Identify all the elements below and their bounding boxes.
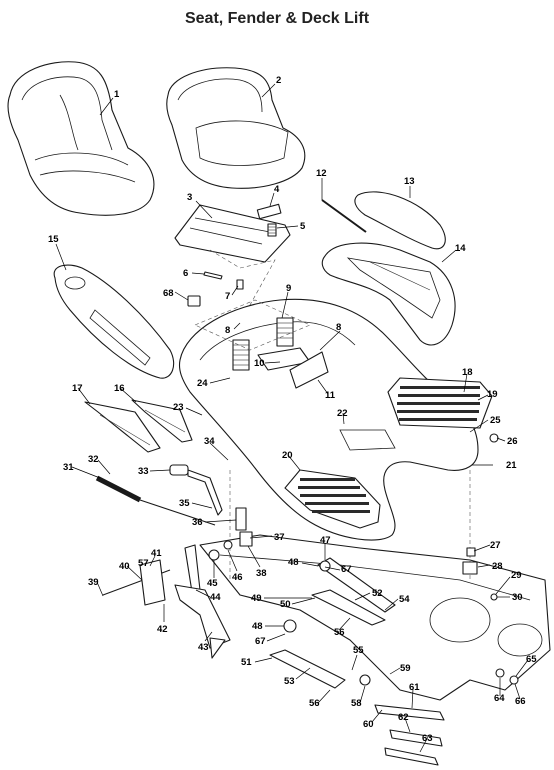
callout-67a: 67	[341, 564, 352, 575]
callout-31: 31	[63, 462, 74, 473]
callout-7: 7	[225, 291, 231, 302]
callout-8b: 8	[336, 322, 342, 333]
callout-32: 32	[88, 454, 99, 465]
callout-54: 54	[399, 594, 410, 605]
callout-21: 21	[506, 460, 517, 471]
callout-65: 65	[526, 654, 537, 665]
callout-1: 1	[114, 89, 120, 100]
clip	[188, 296, 200, 306]
callout-49: 49	[251, 593, 262, 604]
callout-57: 57	[138, 558, 149, 569]
callout-23: 23	[173, 402, 184, 413]
callout-56b: 56	[309, 698, 320, 709]
callout-34: 34	[204, 436, 215, 447]
callout-20: 20	[282, 450, 293, 461]
callout-9: 9	[286, 283, 292, 294]
callout-16: 16	[114, 383, 125, 394]
callout-18: 18	[462, 367, 473, 378]
callout-11: 11	[325, 390, 336, 401]
right-floor-mat	[388, 378, 492, 428]
callout-5: 5	[300, 221, 306, 232]
callout-28: 28	[492, 561, 503, 572]
callout-66: 66	[515, 696, 526, 707]
callout-3: 3	[187, 192, 193, 203]
callout-50: 50	[280, 599, 291, 610]
callout-67b: 67	[255, 636, 266, 647]
callout-42: 42	[157, 624, 168, 635]
callout-27: 27	[490, 540, 501, 551]
diagram-title: Seat, Fender & Deck Lift	[184, 10, 370, 27]
callout-61: 61	[409, 682, 420, 693]
callout-46: 46	[232, 572, 243, 583]
callout-12: 12	[316, 168, 327, 179]
callout-14: 14	[455, 243, 466, 254]
callout-4: 4	[274, 184, 280, 195]
left-fender	[54, 265, 173, 378]
callout-59: 59	[400, 663, 411, 674]
callout-40: 40	[119, 561, 130, 572]
callout-63: 63	[422, 733, 433, 744]
callout-26: 26	[507, 436, 518, 447]
callout-30: 30	[512, 592, 523, 603]
callout-52: 52	[372, 588, 383, 599]
callout-35: 35	[179, 498, 190, 509]
callout-29: 29	[511, 570, 522, 581]
callout-41: 41	[151, 548, 162, 559]
callout-39: 39	[88, 577, 99, 588]
seat-right	[167, 68, 305, 189]
seat-left	[8, 62, 154, 215]
callout-10: 10	[254, 358, 265, 369]
callout-25: 25	[490, 415, 501, 426]
callout-68: 68	[163, 288, 174, 299]
callout-58: 58	[351, 698, 362, 709]
callout-37: 37	[274, 532, 285, 543]
callout-38: 38	[256, 568, 267, 579]
callout-2: 2	[276, 75, 282, 86]
callout-47: 47	[320, 535, 331, 546]
callout-48a: 48	[288, 557, 299, 568]
callout-33: 33	[138, 466, 149, 477]
fender-cover	[355, 192, 445, 249]
callout-45: 45	[207, 578, 218, 589]
callout-60: 60	[363, 719, 374, 730]
callout-19: 19	[487, 389, 498, 400]
callout-22: 22	[337, 408, 348, 419]
callout-48b: 48	[252, 621, 263, 632]
callout-6: 6	[183, 268, 189, 279]
callout-62: 62	[398, 712, 409, 723]
callout-44: 44	[210, 592, 221, 603]
callout-15: 15	[48, 234, 59, 245]
callout-8a: 8	[225, 325, 231, 336]
callout-51: 51	[241, 657, 252, 668]
callout-56a: 56	[334, 627, 345, 638]
callout-64: 64	[494, 693, 505, 704]
callout-17: 17	[72, 383, 83, 394]
callout-43: 43	[198, 642, 209, 653]
callout-13: 13	[404, 176, 415, 187]
callout-53: 53	[284, 676, 295, 687]
callout-55: 55	[353, 645, 364, 656]
callout-36: 36	[192, 517, 203, 528]
callout-24: 24	[197, 378, 208, 389]
